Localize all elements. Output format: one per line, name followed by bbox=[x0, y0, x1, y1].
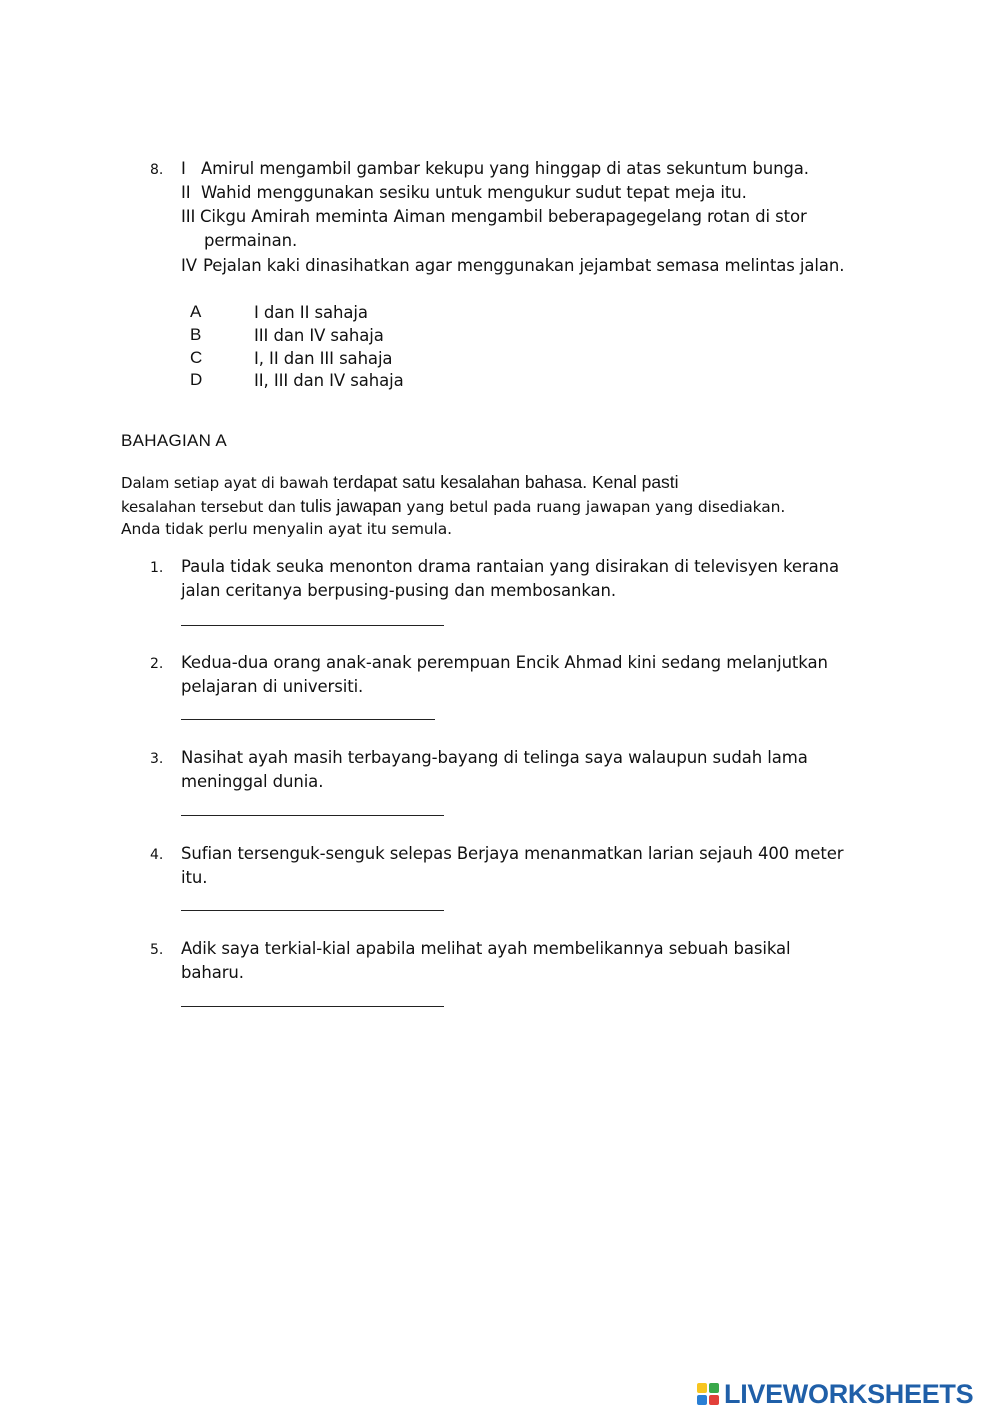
q8-option-a-letter: A bbox=[190, 302, 202, 321]
instructions-line-1-a: Dalam setiap ayat di bawah bbox=[121, 474, 334, 492]
q8-statement-2: Wahid menggunakan sesiku untuk mengukur sudut tepat meja itu. bbox=[201, 183, 747, 202]
q1-line-1: Paula tidak seuka menonton drama rantaian yang disirakan di televisyen kerana bbox=[181, 557, 839, 576]
q8-number: 8. bbox=[150, 162, 164, 178]
q8-option-a-text: I dan II sahaja bbox=[254, 303, 368, 322]
q8-option-b-letter: B bbox=[190, 325, 202, 344]
logo-square-yellow bbox=[697, 1383, 707, 1393]
instructions-line-2 bbox=[121, 494, 785, 519]
q8-option-c-text: I, II dan III sahaja bbox=[254, 349, 393, 368]
logo-text: LIVEWORKSHEETS bbox=[724, 1378, 974, 1409]
q5-number: 5. bbox=[150, 942, 164, 958]
q5-answer-line[interactable] bbox=[181, 1006, 444, 1007]
logo-square-green bbox=[709, 1383, 719, 1393]
q1-line-2: jalan ceritanya berpusing-pusing dan membosankan. bbox=[181, 581, 617, 600]
q8-option-c-letter: C bbox=[190, 348, 203, 367]
q8-statement-3: Cikgu Amirah meminta Aiman mengambil beberapagegelang rotan di stor bbox=[200, 207, 807, 226]
q4-line-2: itu. bbox=[181, 868, 208, 887]
q8-statement-2-numeral: II bbox=[181, 183, 191, 202]
q8-option-b-text: III dan IV sahaja bbox=[254, 326, 384, 345]
q2-answer-line[interactable] bbox=[181, 719, 435, 720]
q8-statement-3-continuation: permainan. bbox=[204, 231, 298, 250]
q8-statement-4-numeral: IV bbox=[181, 256, 197, 275]
q8-statement-3-numeral: III bbox=[181, 207, 196, 226]
instructions-line-1-b: terdapat satu kesalahan bahasa. Kenal pasti bbox=[333, 472, 679, 492]
q5-line-1: Adik saya terkial-kial apabila melihat ayah membelikannya sebuah basikal bbox=[181, 939, 791, 958]
q1-answer-line[interactable] bbox=[181, 625, 444, 626]
q8-statement-4: Pejalan kaki dinasihatkan agar menggunakan jejambat semasa melintas jalan. bbox=[203, 256, 845, 275]
q8-option-d-letter: D bbox=[190, 370, 203, 389]
logo-square-red bbox=[709, 1395, 719, 1405]
liveworksheets-icon bbox=[697, 1383, 719, 1405]
instructions-line-2-a: kesalahan tersebut dan bbox=[121, 498, 301, 516]
q3-line-1: Nasihat ayah masih terbayang-bayang di telinga saya walaupun sudah lama bbox=[181, 748, 808, 767]
q2-line-1: Kedua-dua orang anak-anak perempuan Encik Ahmad kini sedang melanjutkan bbox=[181, 653, 828, 672]
q8-statement-1-numeral: I bbox=[181, 159, 186, 178]
q4-line-1: Sufian tersenguk-senguk selepas Berjaya menanmatkan larian sejauh 400 meter bbox=[181, 844, 844, 863]
q1-number: 1. bbox=[150, 560, 164, 576]
q2-number: 2. bbox=[150, 656, 164, 672]
logo-square-blue bbox=[697, 1395, 707, 1405]
instructions-line-2-c: yang betul pada ruang jawapan yang disediakan. bbox=[401, 498, 786, 516]
instructions-line-1 bbox=[121, 470, 679, 495]
q3-answer-line[interactable] bbox=[181, 815, 444, 816]
instructions-line-2-b: tulis jawapan bbox=[300, 496, 402, 516]
liveworksheets-logo[interactable] bbox=[697, 1379, 973, 1409]
q8-statement-1: Amirul mengambil gambar kekupu yang hinggap di atas sekuntum bunga. bbox=[201, 159, 809, 178]
q4-number: 4. bbox=[150, 847, 164, 863]
q3-number: 3. bbox=[150, 751, 164, 767]
q5-line-2: baharu. bbox=[181, 963, 244, 982]
q2-line-2: pelajaran di universiti. bbox=[181, 677, 364, 696]
q4-answer-line[interactable] bbox=[181, 910, 444, 911]
instructions-line-3: Anda tidak perlu menyalin ayat itu semula. bbox=[121, 520, 452, 538]
q8-option-d-text: II, III dan IV sahaja bbox=[254, 371, 404, 390]
section-heading: BAHAGIAN A bbox=[121, 431, 227, 450]
q3-line-2: meninggal dunia. bbox=[181, 772, 324, 791]
